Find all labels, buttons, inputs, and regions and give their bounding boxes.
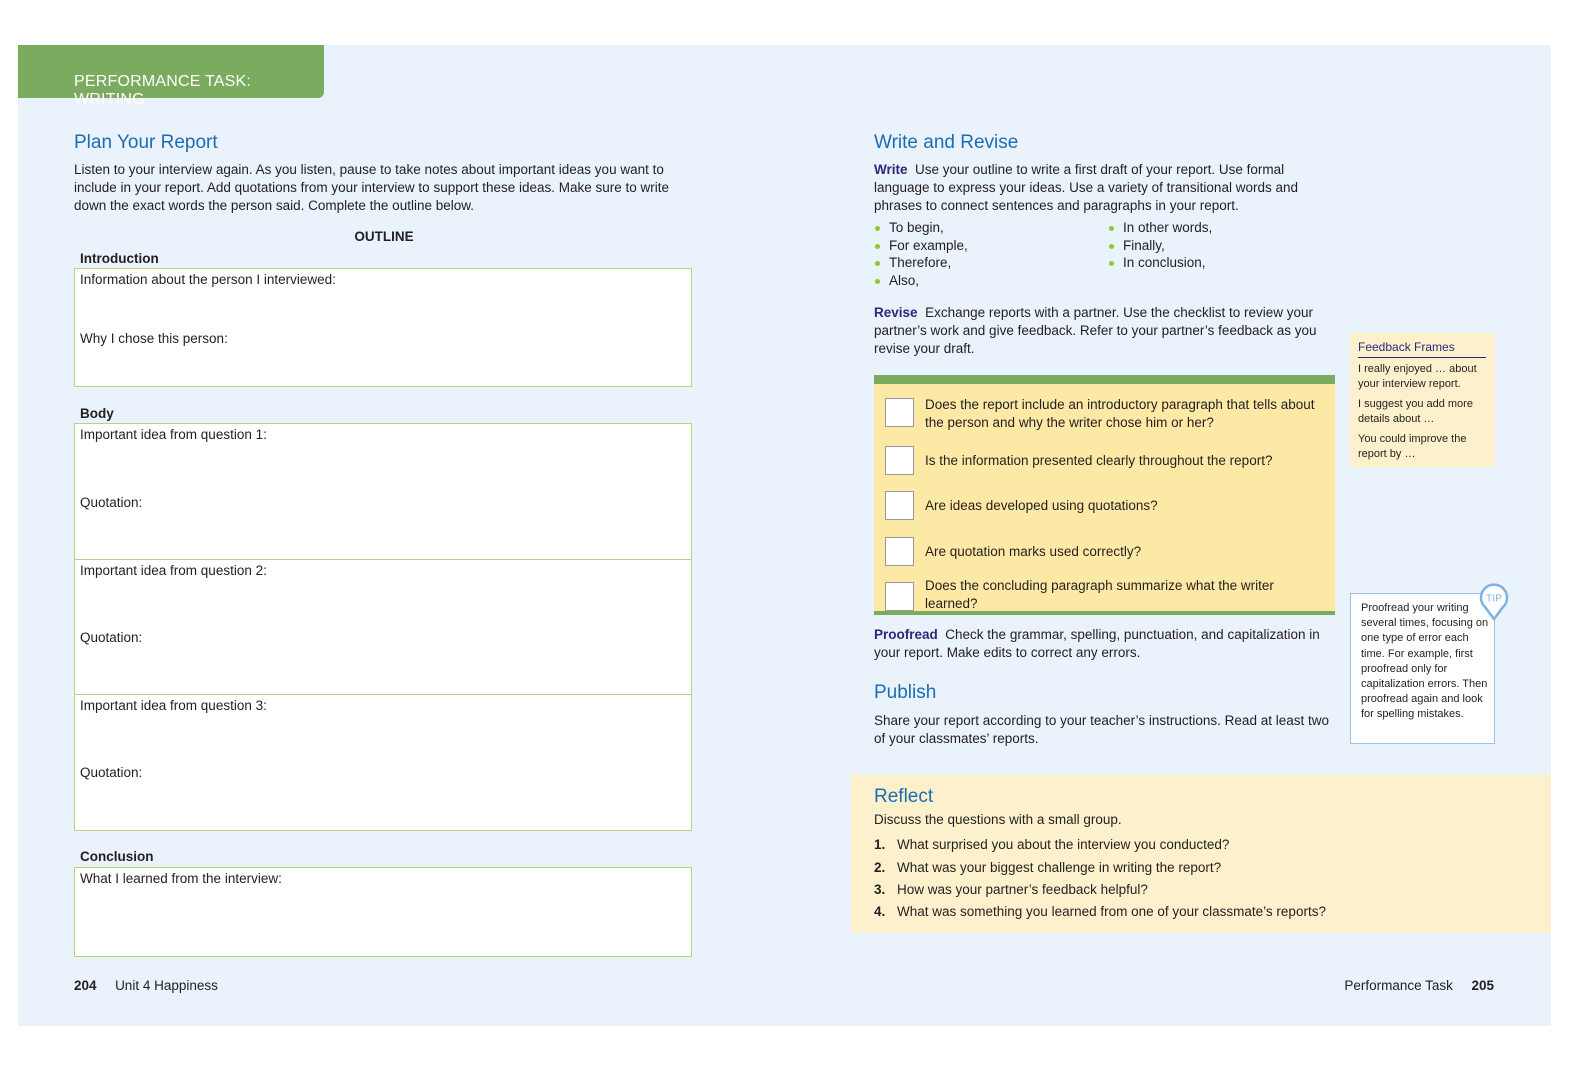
transition-list-1	[874, 219, 968, 289]
write-label: Write	[874, 162, 908, 177]
outline-title: OUTLINE	[354, 229, 414, 244]
body-row[interactable]	[75, 695, 691, 829]
idea-field: Important idea from question 3:	[80, 698, 267, 713]
question-text: What surprised you about the interview you conducted?	[897, 837, 1230, 852]
idea-field: Important idea from question 2:	[80, 563, 267, 578]
left-page-number: 204	[74, 978, 97, 993]
plan-heading: Plan Your Report	[74, 132, 218, 153]
proofread-paragraph	[874, 626, 1334, 662]
feedback-frame: You could improve the report by …	[1358, 433, 1467, 460]
conclusion-label: Conclusion	[80, 849, 154, 864]
list-item: Therefore,	[874, 254, 968, 272]
feedback-frame: I really enjoyed … about your interview report.	[1358, 363, 1477, 390]
list-item: For example,	[874, 237, 968, 255]
revise-paragraph	[874, 304, 1334, 357]
revise-label: Revise	[874, 305, 918, 320]
unit-title: Happiness	[154, 978, 218, 993]
feedback-frames-title: Feedback Frames	[1358, 340, 1486, 358]
feedback-frame: I suggest you add more details about …	[1358, 398, 1473, 425]
reflect-question	[874, 904, 1326, 919]
right-footer-title: Performance Task	[1344, 978, 1453, 993]
write-paragraph	[874, 161, 1334, 214]
plan-intro: Listen to your interview again. As you listen, pause to take notes about important ideas you want to include in your report. Add quotations from your interview to support these ideas. Make sure to write down the exact words the person said. Complete the outline below.	[74, 162, 670, 213]
checklist-text: Is the information presented clearly throughout the report?	[925, 453, 1273, 468]
body-label: Body	[80, 406, 114, 421]
question-number: 3.	[874, 882, 886, 897]
intro-field-why: Why I chose this person:	[80, 331, 228, 346]
list-item: Finally,	[1108, 237, 1212, 255]
reflect-question	[874, 860, 1221, 875]
question-text: How was your partner’s feedback helpful?	[897, 882, 1148, 897]
reflect-intro: Discuss the questions with a small group.	[874, 812, 1122, 827]
body-row[interactable]	[75, 424, 691, 560]
tip-text: Proofread your writing several times, focusing on one type of error each time. For example, first proofread only for capitalization errors. Then proofread again and look for spelling mistakes.	[1361, 602, 1489, 721]
reflect-question	[874, 882, 1148, 897]
checklist-text: Are quotation marks used correctly?	[925, 544, 1142, 559]
performance-task-tab	[18, 45, 324, 108]
introduction-label: Introduction	[80, 251, 159, 266]
question-text: What was something you learned from one of your classmate’s reports?	[897, 904, 1326, 919]
list-item: In conclusion,	[1108, 254, 1212, 272]
publish-text: Share your report according to your teacher’s instructions. Read at least two of your classmates’ reports.	[874, 713, 1329, 746]
checkbox[interactable]	[885, 446, 914, 475]
right-footer	[1344, 978, 1494, 993]
checkbox[interactable]	[885, 491, 914, 520]
revision-checklist	[874, 375, 1335, 615]
checkbox[interactable]	[885, 537, 914, 566]
introduction-box[interactable]	[74, 268, 692, 387]
feedback-frames-box	[1350, 333, 1495, 467]
transition-list-2	[1108, 219, 1212, 272]
idea-field: Important idea from question 1:	[80, 427, 267, 442]
write-text: Use your outline to write a first draft of your report. Use formal language to express your ideas. Use a variety of transitional words and phrases to connect sentences and paragraphs in your report.	[874, 162, 1298, 213]
conclusion-field: What I learned from the interview:	[80, 871, 282, 886]
publish-heading: Publish	[874, 682, 937, 703]
question-number: 1.	[874, 837, 886, 852]
unit-label: Unit 4	[115, 978, 151, 993]
tab-label: PERFORMANCE TASK: WRITING	[74, 73, 252, 108]
proofread-text: Check the grammar, spelling, punctuation, and capitalization in your report. Make edits to correct any errors.	[874, 627, 1320, 660]
quotation-field: Quotation:	[80, 765, 143, 780]
checkbox[interactable]	[885, 398, 914, 427]
question-number: 2.	[874, 860, 886, 875]
list-item: In other words,	[1108, 219, 1212, 237]
right-page-number: 205	[1471, 978, 1494, 993]
intro-field-person: Information about the person I interviewed:	[80, 272, 336, 287]
body-box[interactable]	[74, 423, 692, 831]
question-number: 4.	[874, 904, 886, 919]
tip-box	[1350, 593, 1495, 744]
quotation-field: Quotation:	[80, 495, 143, 510]
left-footer	[74, 978, 218, 993]
conclusion-box[interactable]	[74, 867, 692, 957]
tip-badge-label: TIP	[1485, 592, 1503, 605]
checkbox[interactable]	[885, 582, 914, 611]
reflect-question	[874, 837, 1229, 852]
body-row[interactable]	[75, 560, 691, 695]
tip-pin-icon	[1479, 583, 1509, 621]
checklist-text: Does the concluding paragraph summarize what the writer learned?	[925, 578, 1274, 611]
checklist-text: Does the report include an introductory paragraph that tells about the person and why the writer chose him or her?	[925, 397, 1315, 430]
revise-text: Exchange reports with a partner. Use the checklist to review your partner’s work and give feedback. Refer to your partner’s feedback as you revise your draft.	[874, 305, 1317, 356]
quotation-field: Quotation:	[80, 630, 143, 645]
question-text: What was your biggest challenge in writing the report?	[897, 860, 1222, 875]
list-item: To begin,	[874, 219, 968, 237]
reflect-heading: Reflect	[874, 786, 934, 807]
write-revise-heading: Write and Revise	[874, 132, 1019, 153]
proofread-label: Proofread	[874, 627, 938, 642]
list-item: Also,	[874, 272, 968, 290]
checklist-text: Are ideas developed using quotations?	[925, 498, 1158, 513]
